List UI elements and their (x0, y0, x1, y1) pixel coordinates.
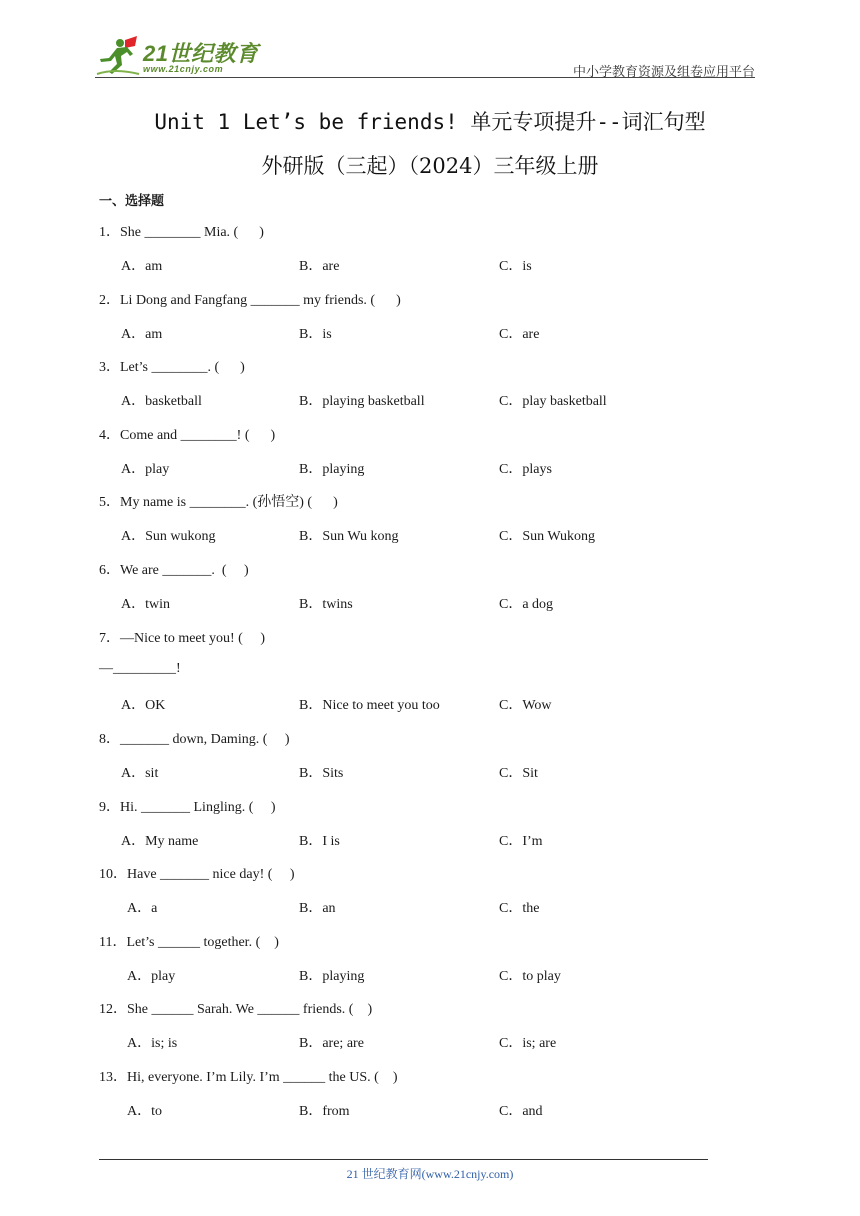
question-stem: 4．Come and ________! ( ) (99, 428, 276, 443)
page-subtitle: 外研版（三起）（2024）三年级上册 (261, 154, 599, 178)
question-stem: 7．—Nice to meet you! ( ) (99, 631, 266, 646)
question-stem: 6．We are _______. ( ) (99, 563, 249, 578)
option-a[interactable]: A．Sun wukong (121, 529, 216, 544)
option-b[interactable]: B．playing basketball (299, 394, 425, 409)
option-c[interactable]: C．a dog (499, 597, 554, 612)
question-stem: 9．Hi. _______ Lingling. ( ) (99, 800, 276, 815)
option-a[interactable]: A．My name (121, 834, 199, 849)
option-a[interactable]: A．a (127, 901, 158, 916)
option-c[interactable]: C．are (499, 327, 540, 342)
option-b[interactable]: B．I is (299, 834, 340, 849)
option-b[interactable]: B．is (299, 327, 332, 342)
logo (95, 34, 260, 78)
option-a[interactable]: A．play (121, 462, 170, 477)
logo-url: www.21cnjy.com (143, 64, 224, 74)
option-b[interactable]: B．Sun Wu kong (299, 529, 399, 544)
option-c[interactable]: C．Wow (499, 698, 552, 713)
option-b[interactable]: B．Sits (299, 766, 344, 781)
option-c[interactable]: C．play basketball (499, 394, 607, 409)
option-a[interactable]: A．twin (121, 597, 170, 612)
option-b[interactable]: B．are; are (299, 1036, 364, 1051)
option-a[interactable]: A．play (127, 969, 176, 984)
section-heading: 一、选择题 (99, 194, 165, 209)
option-b[interactable]: B．are (299, 259, 340, 274)
option-a[interactable]: A．basketball (121, 394, 202, 409)
option-a[interactable]: A．OK (121, 698, 166, 713)
header-tagline: 中小学教育资源及组卷应用平台 (572, 65, 755, 80)
question-stem: 11．Let’s ______ together. ( ) (99, 935, 279, 950)
header-divider (95, 77, 755, 78)
question-stem: 12．She ______ Sarah. We ______ friends. ( ) (99, 1002, 373, 1017)
option-c[interactable]: C．the (499, 901, 540, 916)
option-b[interactable]: B．Nice to meet you too (299, 698, 440, 713)
option-c[interactable]: C．plays (499, 462, 552, 477)
option-c[interactable]: C．I’m (499, 834, 543, 849)
logo-text: 21世纪教育 (143, 41, 259, 66)
option-a[interactable]: A．am (121, 327, 163, 342)
option-b[interactable]: B．from (299, 1104, 350, 1119)
question-stem: 5．My name is ________. (孙悟空) ( ) (99, 495, 338, 510)
option-c[interactable]: C．is (499, 259, 532, 274)
footer-link[interactable]: 21 世纪教育网(www.21cnjy.com) (346, 1167, 514, 1181)
option-c[interactable]: C．and (499, 1104, 543, 1119)
page-title: Unit 1 Let’s be friends! 单元专项提升--词汇句型 (154, 110, 706, 134)
question-stem: 1．She ________ Mia. ( ) (99, 225, 264, 240)
runner-logo-icon (95, 34, 141, 78)
option-b[interactable]: B．playing (299, 969, 365, 984)
question-stem: 10．Have _______ nice day! ( ) (99, 867, 295, 882)
footer-divider (99, 1159, 708, 1160)
option-a[interactable]: A．is; is (127, 1036, 178, 1051)
answer-line: —_________! (99, 661, 181, 676)
option-c[interactable]: C．to play (499, 969, 561, 984)
option-c[interactable]: C．is; are (499, 1036, 557, 1051)
option-c[interactable]: C．Sun Wukong (499, 529, 596, 544)
option-b[interactable]: B．playing (299, 462, 365, 477)
question-stem: 13．Hi, everyone. I’m Lily. I’m ______ the US. ( ) (99, 1070, 398, 1085)
option-b[interactable]: B．twins (299, 597, 353, 612)
option-b[interactable]: B．an (299, 901, 336, 916)
question-stem: 8．_______ down, Daming. ( ) (99, 732, 290, 747)
option-a[interactable]: A．am (121, 259, 163, 274)
option-a[interactable]: A．sit (121, 766, 159, 781)
question-stem: 2．Li Dong and Fangfang _______ my friends. ( ) (99, 293, 401, 308)
option-a[interactable]: A．to (127, 1104, 162, 1119)
question-stem: 3．Let’s ________. ( ) (99, 360, 245, 375)
page-header (95, 34, 755, 78)
option-c[interactable]: C．Sit (499, 766, 538, 781)
